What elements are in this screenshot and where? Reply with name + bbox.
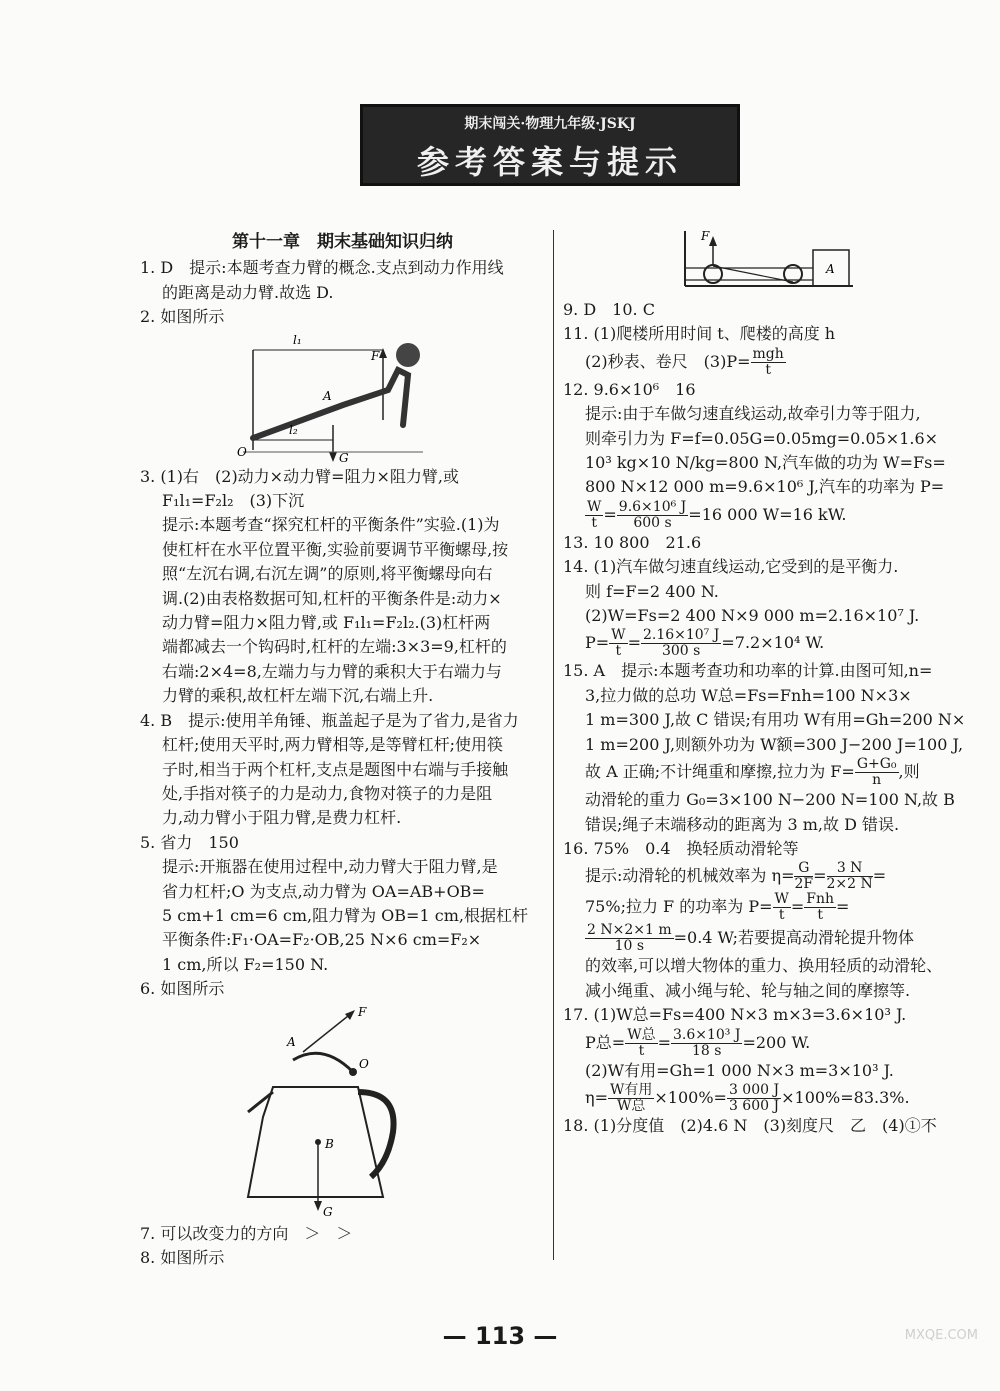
pulley-figure [663,226,863,298]
text-line: 省力杠杆;O 为支点,动力臂为 OA=AB+OB= [162,881,485,901]
page-number: — 113 — [442,1322,558,1350]
text-line: 的距离是动力臂.故选 D. [162,282,334,302]
text-line: 17. (1)W总=Fs=400 N×3 m×3=3.6×10³ J. [563,1005,907,1025]
text-line: 3. (1)右 (2)动力×动力臂=阻力×阻力臂,或 [140,466,459,486]
label-A: A [286,1034,296,1049]
text-line: 5. 省力 150 [140,832,239,852]
banner-subtitle: 期末闯关·物理九年级·JSKJ [464,116,636,132]
text-line: 照“左沉右调,右沉左调”的原则,将平衡螺母向右 [162,564,493,584]
answer-11-line2: (2)秒表、卷尺 (3)P= $\frac{\text{mgh}}{t}$ [585,345,784,378]
text-line: 杠杆;使用天平时,两力臂相等,是等臂杠杆;使用筷 [162,735,503,755]
answer-17-frac-a: P总= $\frac{\text{W总}}{t}$ = $\frac{\text{3.6×10³ J}}{18 s}$ =200 W. [585,1026,811,1059]
label-F: F [701,229,710,243]
pushup-figure [223,330,463,465]
text-line: 14. (1)汽车做匀速直线运动,它受到的是平衡力. [563,557,899,577]
text-line: 13. 10 800 21.6 [563,532,702,552]
text-line: 右端:2×4=8,左端力与力臂的乘积大于右端力与 [162,661,502,681]
text-line: F₁l₁=F₂l₂ (3)下沉 [162,491,305,511]
answers-15-16 [563,788,963,861]
answers-16-17 [563,954,963,1027]
answers-9-11 [563,298,963,347]
text-line: 调.(2)由表格数据可知,杠杆的平衡条件是:动力× [162,588,502,608]
text-line: 800 N×12 000 m=9.6×10⁶ J,汽车的功率为 P= [585,477,945,497]
text-line: 15. A 提示:本题考查功和功率的计算.由图可知,n= [563,661,933,681]
text-line: 力臂的乘积,故杠杆左端下沉,右端上升. [162,686,434,706]
text-line: 7. 可以改变力的方向 ＞ ＞ [140,1223,353,1243]
text-line: 12. 9.6×10⁶ 16 [563,379,696,399]
text-line: 6. 如图所示 [140,979,225,999]
text-line: 使杠杆在水平位置平衡,实验前要调节平衡螺母,按 [162,539,509,559]
text-line: 3,拉力做的总功 W总=Fs=Fnh=100 N×3× [585,685,912,705]
text-line: 则牵引力为 F=f=0.05G=0.05mg=0.05×1.6× [585,428,939,448]
label-l1: l₁ [292,332,302,347]
answer-18: 18. (1)分度值 (2)4.6 N (3)刻度尺 乙 (4)①不 [563,1115,937,1135]
label-O: O [236,444,247,459]
label-G: G [322,1204,333,1219]
answers-3-6 [140,465,545,1002]
label-A: A [826,262,835,276]
answer-16-frac-c: $\frac{2 N\times 2\times 1 m}{10 s}$ =0.4 W;若要提高动滑轮提升物体 [587,922,914,955]
text-line: 提示:本题考查“探究杠杆的平衡条件”实验.(1)为 [162,515,500,535]
text-line: 动滑轮的重力 G₀=3×100 N−200 N=100 N,故 B [585,790,955,810]
text-line: 错误;绳子末端移动的距离为 3 m,故 D 错误. [585,814,900,834]
label-B: B [324,1136,334,1151]
text-line: 提示:由于车做匀速直线运动,故牵引力等于阻力, [585,404,921,424]
answers-1-2 [140,256,545,329]
column-divider [553,230,554,1260]
text-line: 8. 如图所示 [140,1247,225,1267]
answers-13-14 [563,531,963,629]
answers-7-8 [140,1222,545,1271]
text-line: 1 m=200 J,则额外功为 W额=300 J−200 J=100 J, [585,734,964,754]
text-line: 端都减去一个钩码时,杠杆的左端:3×3=9,杠杆的 [162,637,507,657]
label-F: F [357,1004,366,1019]
text-line: 子时,相当于两个杠杆,支点是题图中右端与手接触 [162,759,509,779]
answer-17-frac-c: η= $\frac{\text{W有用}}{\text{W总}}$ ×100%= $\frac{3 000 J}{3 600 J}$ ×100%=83.3%. [585,1081,910,1114]
answer-16-frac-a: 提示:动滑轮的机械效率为 η= $\frac{G}{2F}$ = $\frac{3 N}{2\times 2 N}$ = [585,860,887,893]
text-line: 4. B 提示:使用羊角锤、瓶盖起子是为了省力,是省力 [140,710,519,730]
right-column [563,226,966,1138]
kettle-figure [223,1002,463,1222]
answer-12 [563,378,963,500]
answer-15-frac: 故 A 正确;不计绳重和摩擦,拉力为 F= $\frac{\text{G+G₀}}{n}$ ,则 [585,756,920,789]
chapter-title: 第十一章 期末基础知识归纳 [232,232,453,252]
text-line: 2. 如图所示 [140,307,225,327]
answer-16-frac-b: 75%;拉力 F 的功率为 P= $\frac{W}{t}$ = $\frac{\text{Fnh}}{t}$ = [585,891,850,924]
text-line: 16. 75% 0.4 换轻质动滑轮等 [563,838,799,858]
text-line: 减小绳重、减小绳与轮、轮与轴之间的摩擦等. [585,980,911,1000]
text-line: 提示:开瓶器在使用过程中,动力臂大于阻力臂,是 [162,857,498,877]
text-line: 则 f=F=2 400 N. [585,581,719,601]
answer-12-frac: $\frac{W}{t}$ = $\frac{\text{9.6×10⁶ J}}{600 s}$ =16 000 W=16 kW. [587,498,847,531]
banner-title: 参考答案与提示 [416,143,683,181]
title-banner [360,104,740,186]
text-line: 5 cm+1 cm=6 cm,阻力臂为 OB=1 cm,根据杠杆 [162,905,528,925]
text-line: 动力臂=阻力×阻力臂,或 F₁l₁=F₂l₂.(3)杠杆两 [162,613,491,633]
text-line: 平衡条件:F₁·OA=F₂·OB,25 N×6 cm=F₂× [162,930,482,950]
label-A: A [322,388,332,403]
text-line: 9. D 10. C [563,300,655,319]
label-F: F [370,348,379,363]
text-line: 1 cm,所以 F₂=150 N. [162,954,329,974]
text-line: 10³ kg×10 N/kg=800 N,汽车做的功为 W=Fs= [585,453,946,473]
answer-15 [563,659,966,757]
left-column [140,226,545,1270]
answer-14-frac: P= $\frac{W}{t}$ = $\frac{\text{2.16×10⁷ J}}{300 s}$ =7.2×10⁴ W. [585,627,825,660]
text-line: 的效率,可以增大物体的重力、换用轻质的动滑轮、 [585,956,943,976]
text-line: (2)W=Fs=2 400 N×9 000 m=2.16×10⁷ J. [585,606,920,626]
text-line: 11. (1)爬楼所用时间 t、爬楼的高度 h [563,324,836,344]
answer-17-line-b: (2)W有用=Gh=1 000 N×3 m=3×10³ J. [585,1060,894,1080]
text-line: 1 m=300 J,故 C 错误;有用功 W有用=Gh=200 N× [585,710,966,730]
text-line: 力,动力臂小于阻力臂,是费力杠杆. [162,808,402,828]
label-G: G [338,450,349,465]
label-O: O [358,1056,369,1071]
text-line: 处,手指对筷子的力是动力,食物对筷子的力是阻 [162,783,493,803]
label-l2: l₂ [288,422,298,437]
watermark: MXQE.COM [904,1328,978,1343]
text-line: 1. D 提示:本题考查力臂的概念.支点到动力作用线 [140,258,504,278]
